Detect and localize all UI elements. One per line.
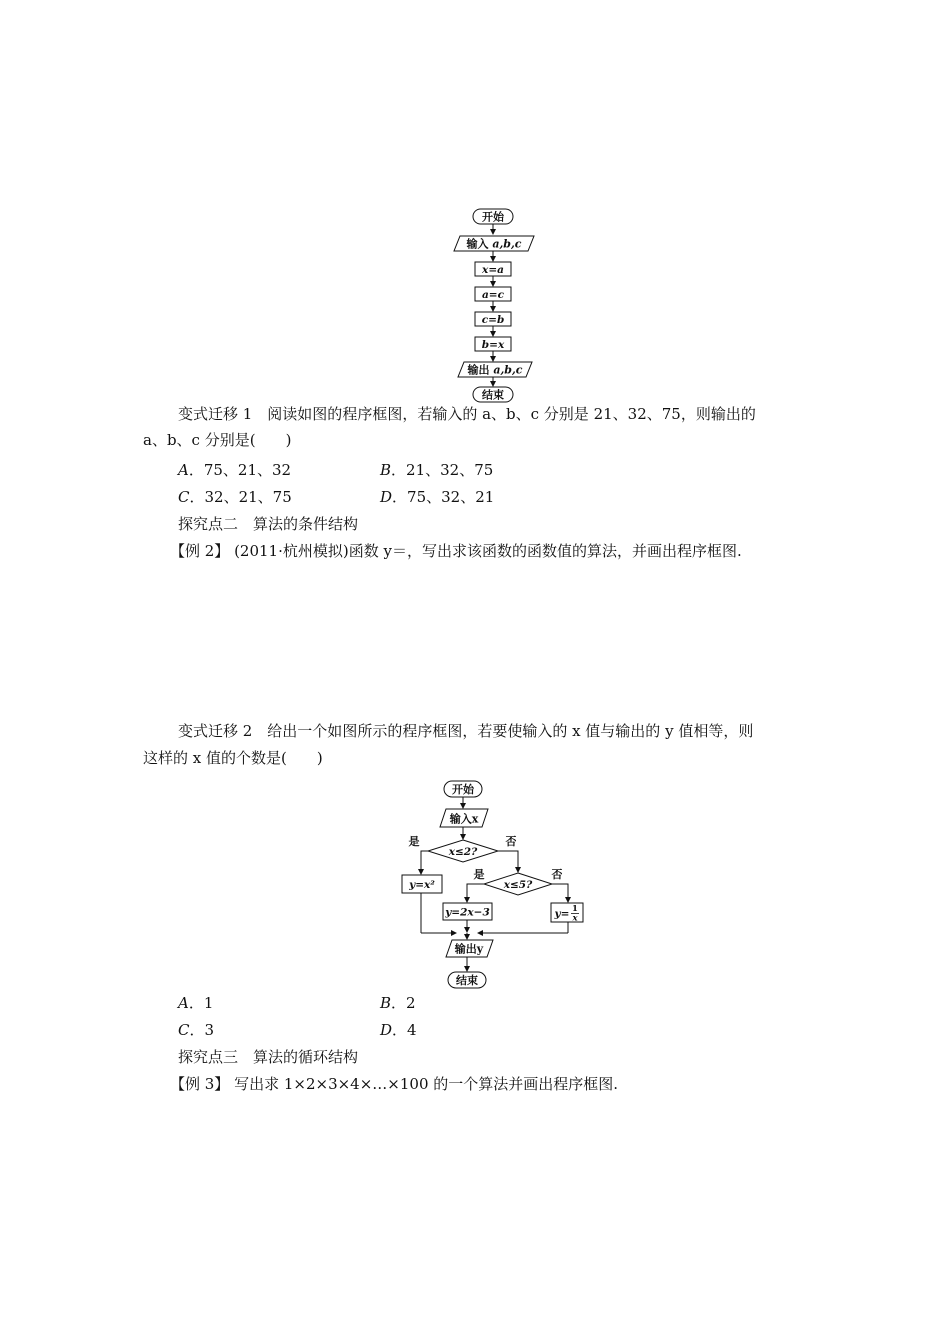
variant2-option-a: A．1 [178, 994, 214, 1012]
example2-text: 【例 2】 (2011·杭州模拟)函数 y＝，写出求该函数的函数值的算法，并画出程序框图. [170, 542, 742, 560]
variant2-line1: 变式迁移 2 给出一个如图所示的程序框图，若要使输入的 x 值与输出的 y 值相等，则 [178, 722, 754, 740]
variant2-line2: 这样的 x 值的个数是( ) [143, 749, 323, 767]
section2-title: 探究点二 算法的条件结构 [178, 515, 359, 533]
variant1-option-a: A．75、21、32 [178, 461, 292, 479]
fc1-step-1-text: x=a [482, 264, 504, 276]
fc2-end-text: 结束 [456, 974, 478, 987]
fc2-box3-lhs: y= [554, 908, 570, 920]
fc2-cond2-text: x≤5? [503, 879, 533, 891]
section3-title: 探究点三 算法的循环结构 [178, 1048, 359, 1066]
variant1-line2: a、b、c 分别是( ) [143, 431, 292, 449]
example3-text: 【例 3】 写出求 1×2×3×4×…×100 的一个算法并画出程序框图. [170, 1075, 619, 1093]
fc2-yes-label-2: 是 [473, 868, 485, 881]
variant1-option-c: C．32、21、75 [178, 488, 292, 506]
variant2-option-d: D．4 [380, 1021, 417, 1039]
fc1-step-2-text: a=c [481, 289, 505, 301]
fc2-yes-label-1: 是 [408, 835, 420, 848]
fc2-cond1-text: x≤2? [448, 846, 478, 858]
variant1-line1: 变式迁移 1 阅读如图的程序框图，若输入的 a、b、c 分别是 21、32、75，则输出的 [178, 405, 756, 423]
fc1-step-4-text: b=x [481, 339, 505, 351]
fc2-box3-numerator: 1 [572, 904, 578, 914]
fc1-output-text: 输出 a,b,c [467, 363, 523, 377]
fc2-box1-text: y=x² [409, 879, 435, 891]
fc2-no-label-1: 否 [505, 835, 517, 848]
fc2-no-label-2: 否 [551, 868, 563, 881]
fc2-input-text: 输入x [449, 812, 479, 826]
fc2-output-text: 输出y [454, 942, 484, 956]
fc1-end-text: 结束 [482, 388, 504, 402]
flowchart-1-svg [440, 205, 550, 405]
variant2-option-c: C．3 [178, 1021, 215, 1039]
fc2-box2-text: y=2x−3 [445, 906, 490, 919]
variant2-option-b: B．2 [380, 994, 416, 1012]
fc1-start-text: 开始 [482, 210, 504, 224]
fc1-step-3-text: c=b [481, 314, 505, 326]
fc1-input-text: 输入 a,b,c [466, 237, 522, 251]
flowchart-2 [390, 775, 600, 997]
variant1-option-b: B．21、32、75 [380, 461, 494, 479]
variant1-option-d: D．75、32、21 [380, 488, 495, 506]
fc2-box3-denominator: x [572, 913, 578, 924]
flowchart-2-svg [390, 775, 600, 997]
flowchart-1 [440, 205, 550, 405]
fc2-start-text: 开始 [452, 783, 474, 796]
